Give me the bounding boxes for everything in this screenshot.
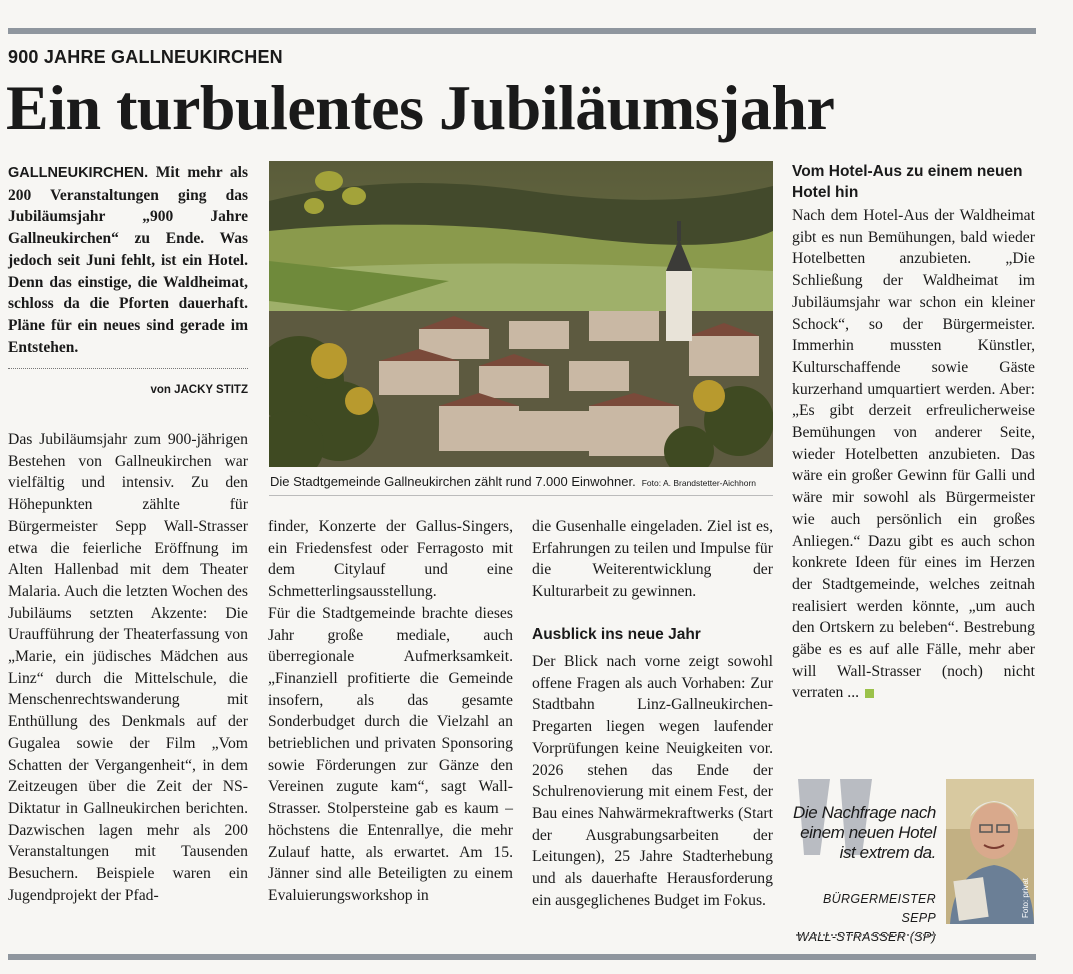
subhead-outlook: Ausblick ins neue Jahr [532, 626, 701, 643]
body-column-3b [532, 651, 773, 911]
kicker: 900 JAHRE GALLNEUKIRCHEN [8, 47, 283, 67]
quote-divider [796, 934, 936, 936]
bottom-rule [8, 954, 1036, 960]
mayor-portrait [946, 779, 1034, 924]
body-paragraph: die Gusenhalle eingeladen. Ziel ist es, Erfahrungen zu teilen und Impulse für die Weiterentwicklung der Kulturarbeit zu gewinnen. [532, 518, 773, 601]
caption-text: Die Stadtgemeinde Gallneukirchen zählt rund 7.000 Einwohner. [270, 474, 636, 489]
lead-divider [8, 368, 248, 369]
body-paragraph: Für die Stadtgemeinde brachte dieses Jahr große mediale, auch überregionale Aufmerksamkeit. „Finanziell profitierte die Gemeinde insofern, als das gesamte Sonderbudget durch die Vielzahl an betrieblichen und privaten Sponsoring sowie Förderungen zur Gänze den Vereinen zugute kam“, sagt Wall-Strasser. Stolpersteine gab es kaum – höchstens die Entenrallye, die mehr Zulauf hatte, als erwartet. Am 15. Jänner sind alle Beteiligten zu einem Evaluierungsworkshop in [268, 604, 513, 904]
body-paragraph: Der Blick nach vorne zeigt sowohl offene Fragen als auch Vorhaben: Zur Stadtbahn Linz-Gallneukirchen-Pregarten liegen wegen laufender Vorprüfungen keine Neuigkeiten vor. 2026 stehen das Ende der Schulrenovierung mit einem Fest, der Bau eines Nahwärmekraftwerks (Start der Ausgrabungsarbeiten der Leitungen), 25 Jahre Stadterhebung und als dauerhafte Herausforderung ein ausgeglichenes Budget im Fokus. [532, 653, 773, 909]
quote-text: Die Nachfrage nach einem neuen Hotel ist extrem da. [792, 803, 936, 862]
caption-divider [269, 495, 773, 496]
body-paragraph [792, 205, 1035, 704]
headline: Ein turbulentes Jubiläumsjahr [6, 72, 835, 143]
end-mark [865, 689, 874, 698]
quote-box [792, 775, 1035, 944]
quote-author-line-1: BÜRGERMEISTER SEPP [823, 892, 936, 925]
lead-text: Mit mehr als 200 Veranstaltungen ging das Jubiläumsjahr „900 Jahre Gallneukirchen“ zu Ende. Was jedoch seit Juni fehlt, ist ein Hotel. Denn das einstige, die Waldheimat, schloss da die Pforten dauerhaft. Pläne für ein neues sind gerade im Entstehen. [8, 164, 248, 356]
portrait-credit: Foto: privat [1021, 877, 1030, 918]
photo-caption [270, 474, 774, 489]
quote-author-line-2: WALL-STRASSER (SP) [796, 930, 936, 944]
quote-author [792, 890, 936, 947]
town-photo [269, 161, 773, 467]
dateline: GALLNEUKIRCHEN. [8, 165, 149, 181]
subhead-hotel: Vom Hotel-Aus zu einem neuen Hotel hin [792, 163, 1023, 201]
body-paragraph: Das Jubiläumsjahr zum 900-jährigen Bestehen von Gallneukirchen war vielfältig und intensiv. Zu den Höhepunkten zählte für Bürgermeister Sepp Wall-Strasser etwa die feierliche Eröffnung im Alten Hallenbad mit dem Theater Malaria. Auch die letzten Wochen des Jubiläums setzten Akzente: Die Uraufführung der Theaterfassung von „Marie, ein jüdisches Mädchen aus Linz“ durch die Mittelschule, die Menschenrechtswanderung mit Enthüllung des Denkmals auf der Gugalea sowie der Film „Vom Schatten der Vergangenheit“, in dem Zeitzeugen über die Zeit der NS-Diktatur in Gallneukirchen berichten. Dazwischen lagen mehr als 200 Veranstaltungen mit Tausenden Besuchern. Beispiele waren ein Jugendprojekt der Pfad- [8, 431, 248, 904]
body-column-2 [268, 516, 513, 907]
body-column-4 [792, 205, 1035, 704]
body-paragraph: finder, Konzerte der Gallus-Singers, ein Friedensfest oder Ferragosto mit dem Citylauf und eine Schmetterlingsausstellung. [268, 518, 513, 601]
body-column-1 [8, 429, 248, 906]
town-photo-illustration [269, 161, 773, 467]
lead-paragraph [8, 162, 248, 358]
hotel-paragraph-text: Nach dem Hotel-Aus der Waldheimat gibt es nun Bemühungen, bald wieder Hotelbetten anzubieten. „Die Schließung der Waldheimat im Jubiläumsjahr war schon ein kleiner Schock“, so der Bürgermeister. Immerhin mussten Künstler, Kulturschaffende sowie Gäste kurzerhand umquartiert werden. Aber: „Es gibt derzeit erfreulicherweise Bemühungen von anderer Seite, wieder Hotelbetten anzubieten. Das wäre ein großer Gewinn für Galli und wäre mir sowohl als Bürgermeister wie auch persönlich ein großes Anliegen.“ Dazu gibt es auch schon konkrete Ideen für eines im Herzen der Stadtgemeinde, welches zeitnah realisiert werden könnte, „um auch den Ortskern zu beleben“. Bestrebung gäbe es es auf alle Fälle, mehr aber will Wall-Strasser (noch) nicht verraten ... [792, 207, 1035, 702]
top-rule [8, 28, 1036, 34]
photo-credit: Foto: A. Brandstetter-Aichhorn [641, 478, 757, 488]
byline: von JACKY STITZ [150, 384, 248, 396]
body-column-3 [532, 516, 773, 603]
